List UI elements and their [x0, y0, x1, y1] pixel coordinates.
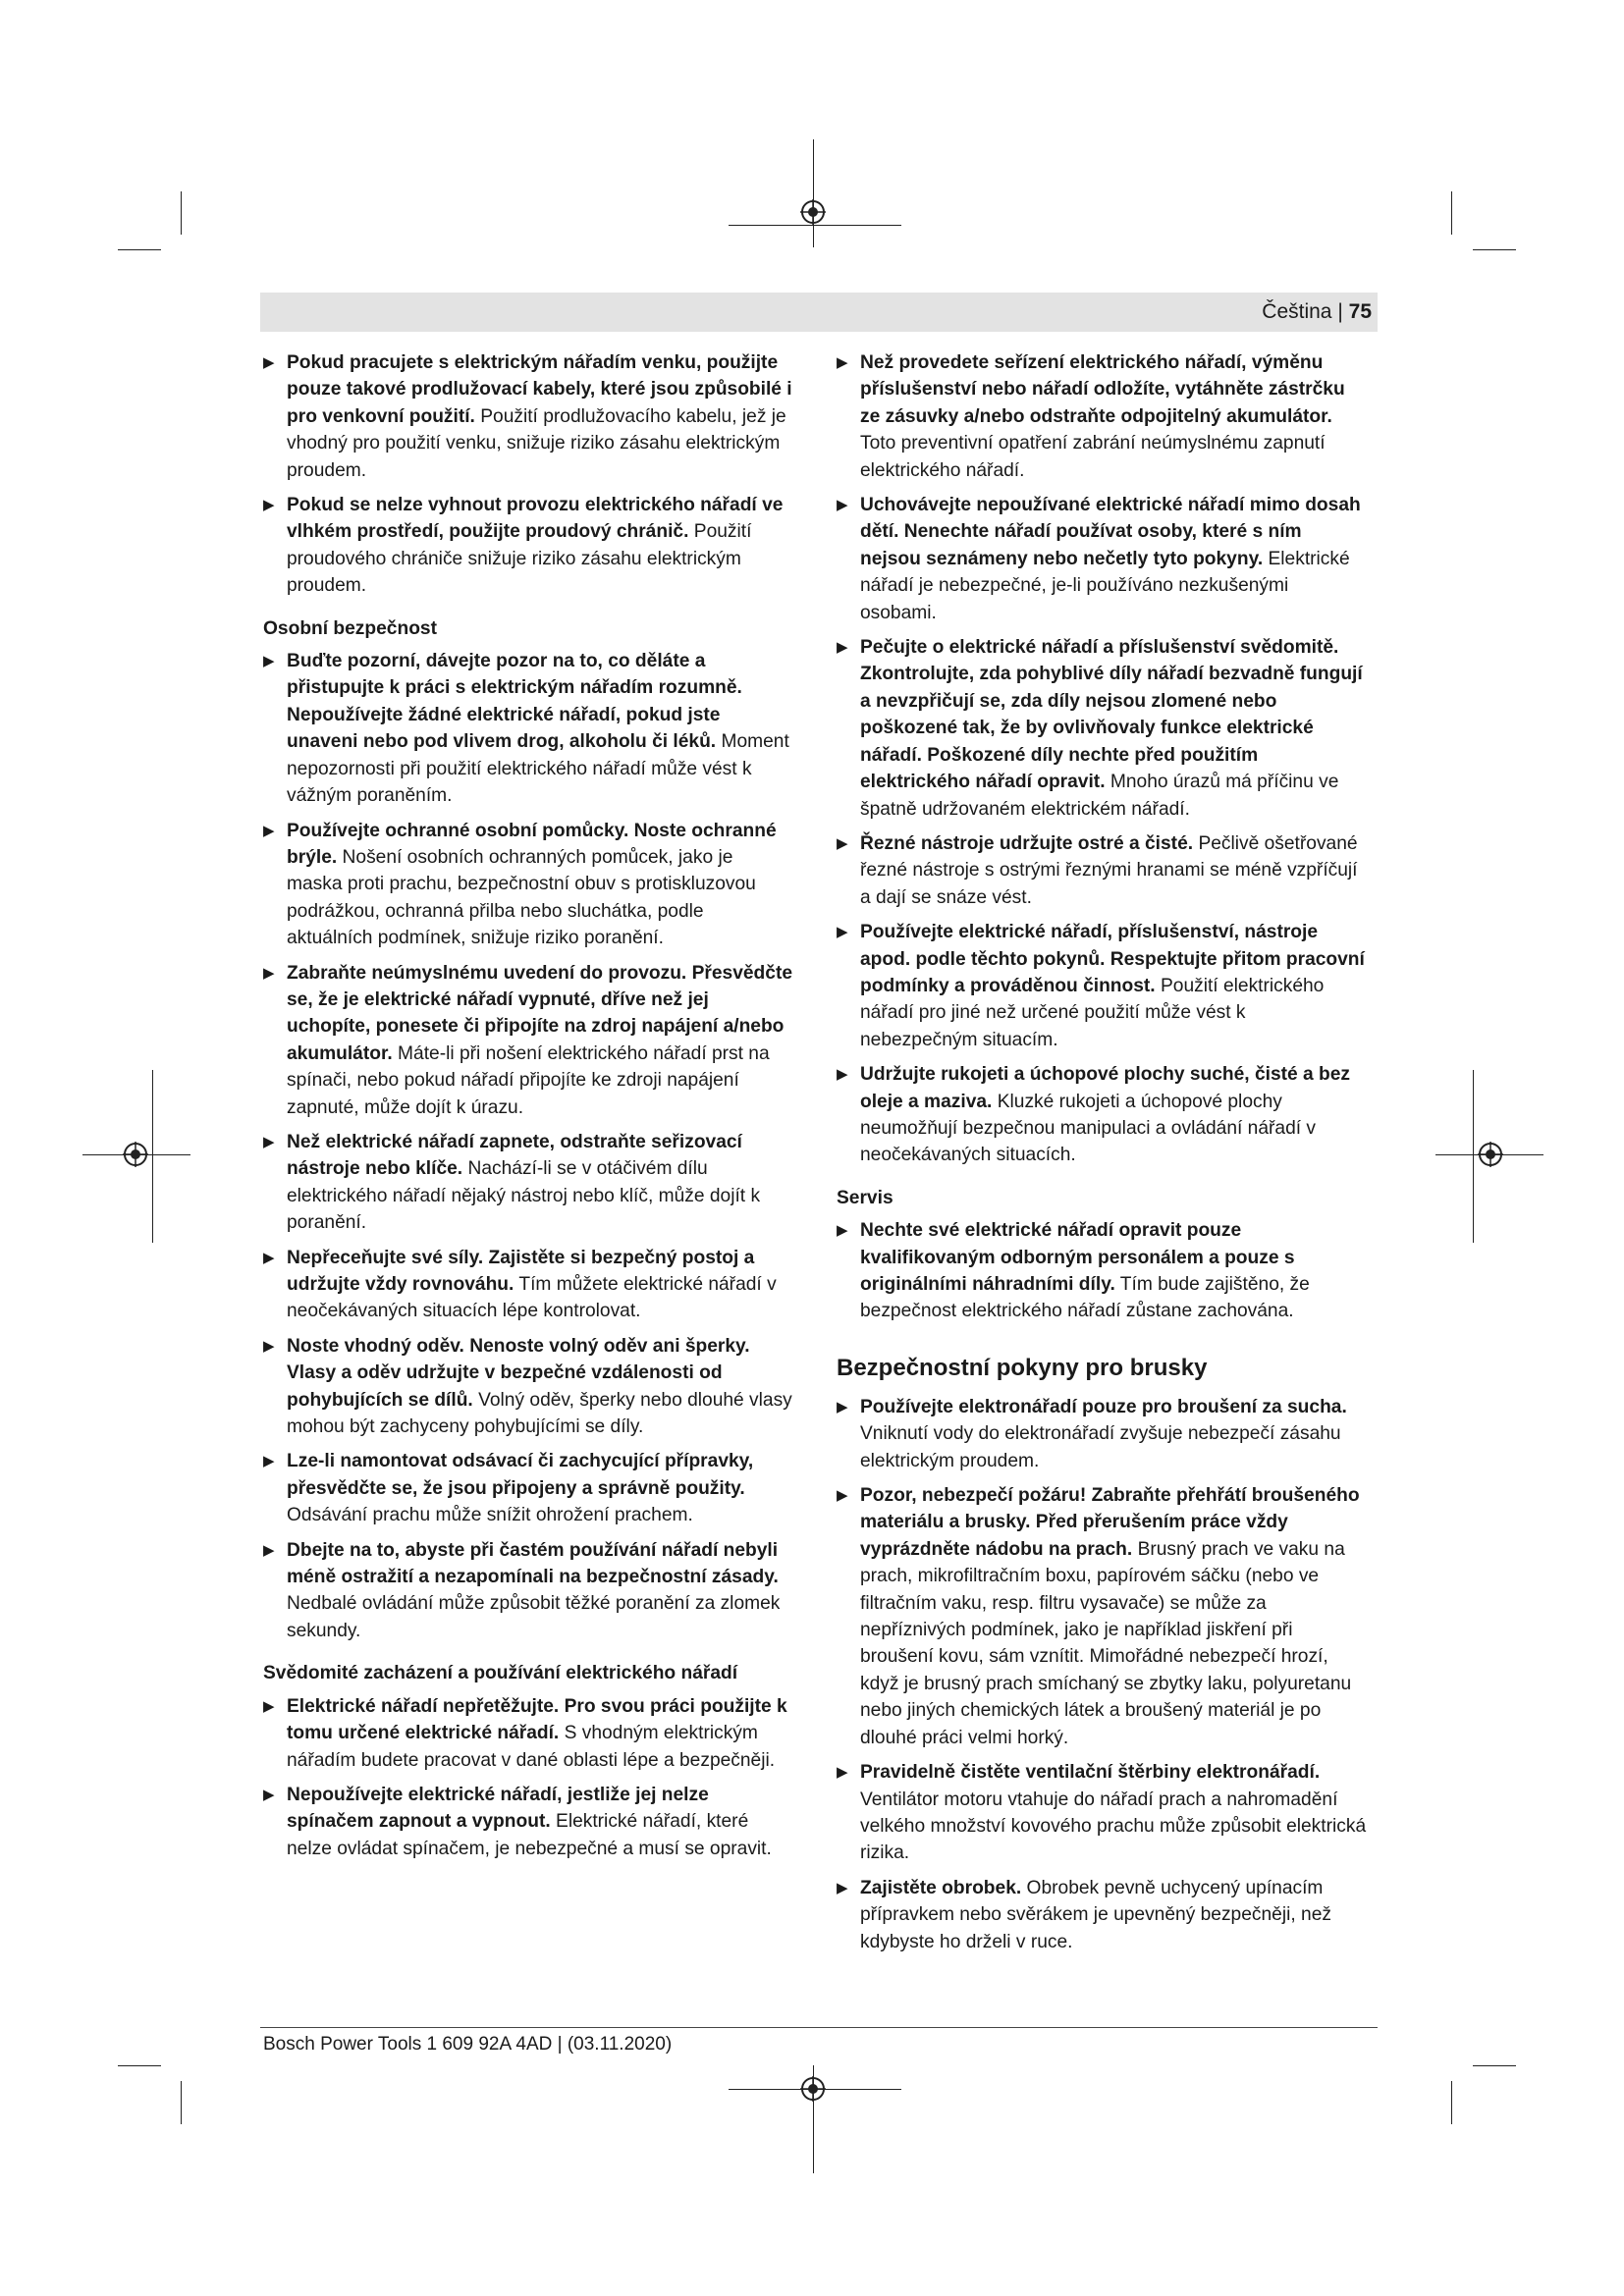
instruction-bold: Buďte pozorní, dávejte pozor na to, co děláte a přistupujte k práci s elektrickým nářadím rozumně. Nepoužívejte žádné elektrické nářadí, pokud jste unaveni nebo pod vlivem drog, alkoholu či léků. [287, 651, 742, 753]
footer-divider [260, 2027, 1378, 2028]
instruction-bold: Nepřeceňujte své síly. Zajistěte si bezpečný postoj a udržujte vždy rovnováhu. [287, 1247, 755, 1295]
instruction-bold: Pokud pracujete s elektrickým nářadím venku, použijte pouze takové prodlužovací kabely, které jsou způsobilé i pro venkovní použití. [287, 352, 792, 427]
header-text [1262, 293, 1378, 332]
page-number: 75 [1348, 300, 1372, 323]
safety-instruction-item [263, 818, 793, 952]
bullet-arrow-icon: ▶ [263, 1697, 275, 1715]
safety-instruction-item [263, 960, 793, 1121]
bullet-arrow-icon: ▶ [837, 1398, 848, 1415]
registration-mark-icon [123, 1142, 148, 1167]
safety-instruction-item [263, 1448, 793, 1528]
instruction-explanation: Moment nepozornosti při použití elektrického nářadí může vést k vážným poraněním. [287, 731, 789, 807]
instruction-explanation: Kluzké rukojeti a úchopové plochy neumožňují bezpečnou manipulaci a ovládání nářadí v neočekávaných situacích. [860, 1091, 1317, 1166]
bullet-arrow-icon: ▶ [263, 653, 275, 670]
right-column [837, 349, 1367, 1963]
safety-instruction-item [263, 648, 793, 809]
instruction-explanation: Volný oděv, šperky nebo dlouhé vlasy mohou být zachyceny pohybujícími se díly. [287, 1389, 792, 1438]
section-heading: Bezpečnostní pokyny pro brusky [837, 1354, 1208, 1381]
registration-mark-icon [1478, 1142, 1503, 1167]
left-column [263, 349, 793, 1870]
bullet-arrow-icon: ▶ [263, 1453, 275, 1470]
instruction-bold: Nechte své elektrické nářadí opravit pouze kvalifikovaným odborným personálem a pouze s originálními náhradními díly. [860, 1220, 1295, 1295]
safety-instruction-item [837, 1875, 1367, 1955]
instruction-explanation: Odsávání prachu může snížit ohrožení prachem. [287, 1505, 693, 1526]
bullet-arrow-icon: ▶ [263, 354, 275, 371]
bullet-arrow-icon: ▶ [837, 1879, 848, 1896]
instruction-explanation: Toto preventivní opatření zabrání neúmyslnému zapnutí elektrického nářadí. [860, 433, 1326, 481]
bullet-arrow-icon: ▶ [837, 1764, 848, 1782]
safety-instruction-item [837, 349, 1367, 484]
instruction-bold: Udržujte rukojeti a úchopové plochy suché, čisté a bez oleje a maziva. [860, 1064, 1350, 1112]
instruction-explanation: Máte-li při nošení elektrického nářadí prst na spínači, nebo pokud nářadí připojíte ke zdroji napájení zapnuté, může dojít k úrazu. [287, 1042, 770, 1118]
instruction-explanation: Mnoho úrazů má příčinu ve špatně udržovaném elektrickém nářadí. [860, 772, 1339, 820]
safety-instruction-item [837, 919, 1367, 1053]
safety-instruction-item [263, 1693, 793, 1774]
registration-mark-icon [800, 199, 826, 225]
instruction-bold: Používejte elektrické nářadí, příslušenství, nástroje apod. podle těchto pokynů. Respektujte přitom pracovní podmínky a prováděnou činnost. [860, 922, 1365, 996]
instruction-explanation: Použití elektrického nářadí pro jiné než určené použití může vést k nebezpečným situacím. [860, 975, 1325, 1050]
bullet-arrow-icon: ▶ [837, 1222, 848, 1240]
header-separator: | [1337, 300, 1343, 323]
header-language: Čeština [1262, 300, 1332, 323]
bullet-arrow-icon: ▶ [263, 1249, 275, 1266]
safety-instruction-item [837, 830, 1367, 911]
instruction-bold: Zabraňte neúmyslnému uvedení do provozu. Přesvědčte se, že je elektrické nářadí vypnuté, dříve než jej uchopíte, ponesete či připojíte na zdroj napájení a/nebo akumulátor. [287, 962, 792, 1064]
bullet-arrow-icon: ▶ [837, 354, 848, 371]
instruction-bold: Než provedete seřízení elektrického nářadí, výměnu příslušenství nebo nářadí odložíte, vytáhněte zástrčku ze zásuvky a/nebo odstraňte odpojitelný akumulátor. [860, 352, 1345, 427]
crop-mark [118, 2065, 161, 2066]
subsection-heading: Osobní bezpečnost [263, 617, 437, 639]
instruction-explanation: Vniknutí vody do elektronářadí zvyšuje nebezpečí zásahu elektrickým proudem. [860, 1423, 1341, 1471]
bullet-arrow-icon: ▶ [263, 497, 275, 514]
registration-line [1473, 1070, 1474, 1243]
instruction-explanation: Brusný prach ve vaku na prach, mikrofiltračním boxu, papírovém sáčku (nebo ve filtračním vaku, resp. filtru vysavače) se může za nepříznivých podmínek, jako je například jiskření při broušení kovu, sám vznítit. Mimořádné nebezpečí hrozí, když je brusný prach smíchaný se zbytky laku, polyuretanu nebo jiných chemických látek a broušený materiál je po dlouhé práci velmi horký. [860, 1538, 1352, 1748]
safety-instruction-item [263, 349, 793, 484]
instruction-explanation: S vhodným elektrickým nářadím budete pracovat v dané oblasti lépe a bezpečněji. [287, 1723, 776, 1771]
safety-instruction-item [837, 492, 1367, 626]
bullet-arrow-icon: ▶ [263, 822, 275, 839]
bullet-arrow-icon: ▶ [263, 1337, 275, 1355]
instruction-bold: Řezné nástroje udržujte ostré a čisté. [860, 832, 1194, 854]
crop-mark [118, 249, 161, 250]
safety-instruction-item [837, 634, 1367, 823]
instruction-bold: Elektrické nářadí nepřetěžujte. Pro svou práci použijte k tomu určené elektrické nářadí. [287, 1695, 787, 1744]
registration-line [729, 225, 901, 226]
instruction-explanation: Ventilátor motoru vtahuje do nářadí prach a nahromadění velkého množství kovového prachu může způsobit elektrická rizika. [860, 1789, 1367, 1864]
instruction-bold: Pokud se nelze vyhnout provozu elektrického nářadí ve vlhkém prostředí, použijte proudový chránič. [287, 495, 784, 543]
safety-instruction-item [837, 1217, 1367, 1325]
bullet-arrow-icon: ▶ [837, 834, 848, 852]
subsection-heading: Svědomité zacházení a používání elektrického nářadí [263, 1663, 738, 1684]
instruction-explanation: Použití prodlužovacího kabelu, jež je vhodný pro použití venku, snižuje riziko zásahu elektrickým proudem. [287, 405, 786, 481]
instruction-explanation: Elektrické nářadí, které nelze ovládat spínačem, je nebezpečné a musí se opravit. [287, 1811, 772, 1859]
instruction-explanation: Nošení osobních ochranných pomůcek, jako je maska proti prachu, bezpečnostní obuv s protiskluzovou podrážkou, ochranná přilba nebo sluchátka, podle aktuálních podmínek, snižuje riziko poranění. [287, 846, 756, 949]
safety-instruction-item [263, 1245, 793, 1325]
subsection-heading: Servis [837, 1187, 893, 1208]
safety-instruction-item [263, 1333, 793, 1441]
safety-instruction-item [263, 492, 793, 600]
crop-mark [1451, 2081, 1452, 2124]
safety-instruction-item [263, 1537, 793, 1645]
instruction-explanation: Elektrické nářadí je nebezpečné, je-li používáno nezkušenými osobami. [860, 548, 1350, 623]
bullet-arrow-icon: ▶ [263, 1133, 275, 1150]
instruction-explanation: Nedbalé ovládání může způsobit těžké poranění za zlomek sekundy. [287, 1593, 781, 1641]
safety-instruction-item [263, 1782, 793, 1862]
instruction-bold: Lze-li namontovat odsávací či zachycující přípravky, přesvědčte se, že jsou připojeny a správně použity. [287, 1451, 754, 1499]
instruction-bold: Používejte elektronářadí pouze pro broušení za sucha. [860, 1396, 1347, 1417]
crop-mark [181, 2081, 182, 2124]
bullet-arrow-icon: ▶ [837, 1487, 848, 1505]
instruction-explanation: Pečlivě ošetřované řezné nástroje s ostrými řeznými hranami se méně vzpříčují a dají se snáze vést. [860, 832, 1358, 908]
page-header [260, 293, 1378, 332]
instruction-explanation: Nachází-li se v otáčivém dílu elektrického nářadí nějaký nástroj nebo klíč, může dojít k poranění. [287, 1158, 761, 1234]
safety-instruction-item [837, 1394, 1367, 1474]
crop-mark [1473, 2065, 1516, 2066]
instruction-bold: Pečujte o elektrické nářadí a příslušenství svědomitě. Zkontrolujte, zda pohyblivé díly nářadí bezvadně fungují a nevzpřičují se, zda díly nejsou zlomené nebo poškozené tak, že by ovlivňovaly funkce elektrické nářadí. Poškozené díly nechte před použitím elektrického nářadí opravit. [860, 637, 1363, 793]
crop-mark [1473, 249, 1516, 250]
safety-instruction-item [837, 1482, 1367, 1751]
bullet-arrow-icon: ▶ [837, 497, 848, 514]
crop-mark [1451, 191, 1452, 235]
instruction-bold: Pozor, nebezpečí požáru! Zabraňte přehřátí broušeného materiálu a brusky. Před přerušením práce vždy vyprázdněte nádobu na prach. [860, 1485, 1360, 1560]
instruction-bold: Zajistěte obrobek. [860, 1877, 1022, 1898]
bullet-arrow-icon: ▶ [837, 1066, 848, 1084]
instruction-explanation: Tím můžete elektrické nářadí v neočekávaných situacích lépe kontrolovat. [287, 1274, 777, 1322]
bullet-arrow-icon: ▶ [263, 964, 275, 982]
bullet-arrow-icon: ▶ [263, 1786, 275, 1803]
instruction-bold: Uchovávejte nepoužívané elektrické nářadí mimo dosah dětí. Nenechte nářadí používat osoby, které s ním nejsou seznámeny nebo nečetly tyto pokyny. [860, 495, 1361, 569]
bullet-arrow-icon: ▶ [263, 1541, 275, 1559]
bullet-arrow-icon: ▶ [837, 924, 848, 941]
instruction-explanation: Obrobek pevně uchycený upínacím přípravkem nebo svěrákem je upevněný bezpečněji, než kdybyste ho drželi v ruce. [860, 1877, 1331, 1952]
instruction-explanation: Tím bude zajištěno, že bezpečnost elektrického nářadí zůstane zachována. [860, 1274, 1310, 1322]
instruction-bold: Používejte ochranné osobní pomůcky. Noste ochranné brýle. [287, 820, 777, 868]
safety-instruction-item [837, 1061, 1367, 1169]
page-footer: Bosch Power Tools 1 609 92A 4AD | (03.11.2020) [263, 2034, 673, 2055]
crop-mark [181, 191, 182, 235]
instruction-bold: Dbejte na to, abyste při častém používání nářadí nebyli méně ostražití a nezapomínali na bezpečnostní zásady. [287, 1539, 779, 1588]
instruction-bold: Nepoužívejte elektrické nářadí, jestliže jej nelze spínačem zapnout a vypnout. [287, 1784, 709, 1833]
registration-line [813, 139, 814, 247]
instruction-explanation: Použití proudového chrániče snižuje riziko zásahu elektrickým proudem. [287, 521, 752, 597]
bullet-arrow-icon: ▶ [837, 639, 848, 657]
instruction-bold: Než elektrické nářadí zapnete, odstraňte seřizovací nástroje nebo klíče. [287, 1131, 742, 1180]
instruction-bold: Pravidelně čistěte ventilační štěrbiny elektronářadí. [860, 1762, 1321, 1784]
registration-line [152, 1070, 153, 1243]
safety-instruction-item [837, 1759, 1367, 1867]
registration-mark-icon [800, 2076, 826, 2102]
instruction-bold: Noste vhodný oděv. Nenoste volný oděv ani šperky. Vlasy a oděv udržujte v bezpečné vzdálenosti od pohybujících se dílů. [287, 1335, 750, 1411]
safety-instruction-item [263, 1129, 793, 1237]
